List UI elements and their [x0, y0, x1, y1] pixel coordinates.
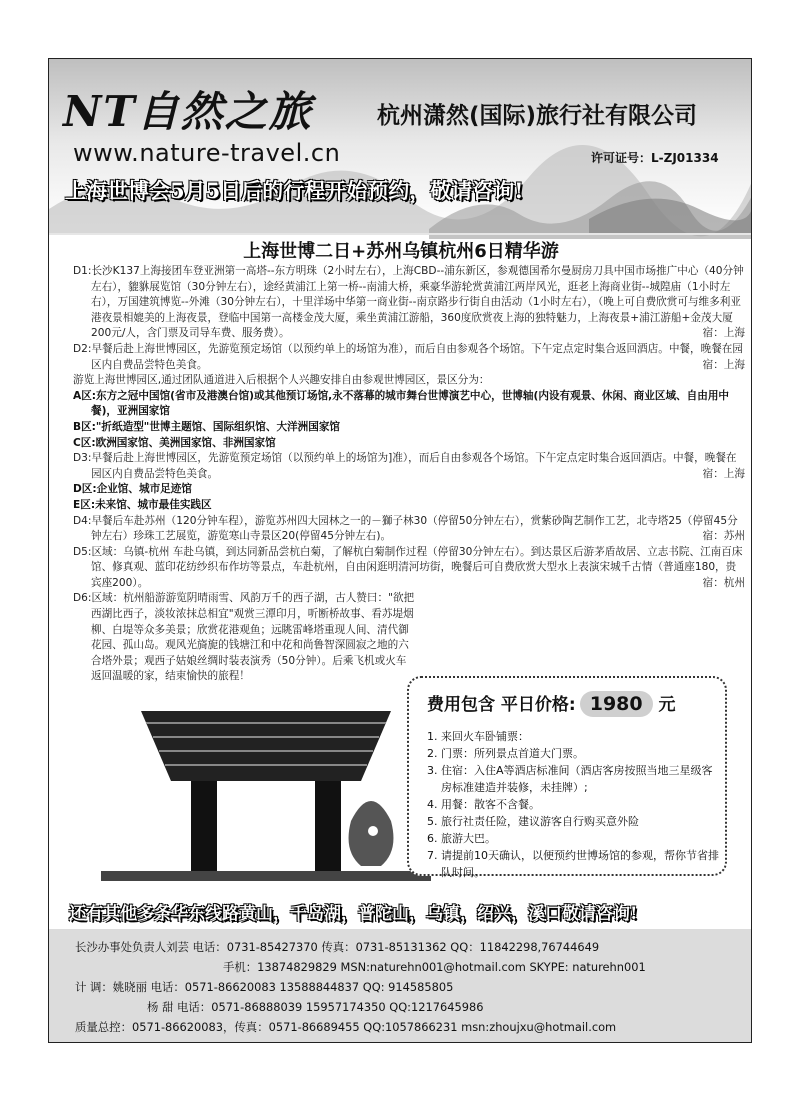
list-item: 5. 旅行社责任险，建议游客自行购买意外险	[427, 815, 639, 828]
price-box	[407, 676, 727, 879]
list-item: 2. 门票：所列景点首道大门票。	[427, 747, 584, 760]
company-name: 杭州潇然(国际)旅行社有限公司	[377, 103, 698, 129]
contact-info	[49, 929, 752, 1043]
price-unit: 元	[658, 695, 676, 715]
contact-line: 计 调：姚晓丽 电话：0571-86620083 13588844837 QQ: 914585805	[75, 980, 454, 994]
stay-label: 宿：上海	[702, 467, 745, 480]
website-link[interactable]: www.nature-travel.cn	[73, 139, 341, 167]
stay-label: 宿：杭州	[702, 576, 745, 589]
itinerary	[73, 264, 745, 685]
contact-line: 长沙办事处负责人刘芸 电话：0731-85427370 传真：0731-85131362 QQ：11842298,76744649	[75, 940, 600, 954]
price-heading	[427, 690, 676, 717]
list-item: 1. 来回火车卧铺票：	[427, 730, 529, 743]
price-amount: 1980	[580, 691, 653, 717]
stay-label: 宿：上海	[702, 358, 745, 371]
tour-title: 上海世博二日+苏州乌镇杭州6日精华游	[243, 241, 559, 262]
day-4: D4:早餐后车赴苏州（120分钟车程），游览苏州四大园林之一的－獅子林30（停留50分钟左右），赏紫砂陶艺制作工艺，北寺塔25（停留45分钟左右）珍珠工艺展览，游览寒山寺景区20(停留45分钟左右)。 宿：苏州	[73, 514, 745, 545]
expo-note: 游览上海世博园区,通过团队通道进入后根据个人兴趣安排自由参观世博园区，景区分为：	[73, 374, 490, 387]
contact-line: 杨 甜 电话：0571-86888039 15957174350 QQ:1217645986	[147, 1000, 484, 1014]
day-3: D3:早餐后赴上海世博园区，先游览预定场馆（以预约单上的场馆为]准），而后自由参观各个场馆。下午定点定时集合返回酒店。中餐，晚餐在园区内自费品尝特色美食。 宿：上海	[73, 451, 745, 482]
day-6: D6:区域：杭州船游游览阴晴雨雪、风韵万千的西子湖，古人赞曰："欲把西湖比西子，淡妆浓抹总相宜"观赏三潭印月，听断桥故事、看苏堤烟柳、白堤等众多美景；欣赏花港观鱼；远眺雷峰塔重现人间、清代御花园、孤山岛。观风光旖旎的钱塘江和中花和尚鲁智深圆寂之地的六合塔外景；观西子姑娘丝绸时装表演秀（50分钟）。后乘飞机或火车返回温暖的家，结束愉快的旅程！	[73, 592, 415, 683]
zone-b: B区:"折纸造型"世博主题馆、国际组织馆、大洋洲国家馆	[73, 420, 341, 433]
brochure-frame	[48, 58, 752, 1043]
list-item: 3. 住宿：入住A等酒店标准间（酒店客房按照当地三星级客房标准建造并装修，未挂牌）;	[427, 764, 713, 794]
list-item: 6. 旅游大巴。	[427, 832, 496, 845]
day-1: D1:长沙K137上海接团车登亚洲第一高塔--东方明珠（2小时左右），上海CBD--浦东新区，参观德国希尔曼厨房刀具中国市场推广中心（40分钟左右），貔貅展览馆（30分钟左右），途经黄浦江上第一桥--南浦大桥，乘豪华游轮赏黄浦江两岸风光，逛老上海商业街--城隍庙（1小时左右），万国建筑博览--外滩（30分钟左右），十里洋场中华第一商业街--南京路步行街自由活动（1小时左右），（晚上可自费欣赏可与维多利亚港夜景相媲美的上海夜景，登临中国第一高楼金茂大厦，乘坐黄浦江游船，360度欣赏夜上海的独特魅力，上海夜景+浦江游船+金茂大厦200元/人，含门票及司导车费、服务费）。 宿：上海	[73, 264, 745, 342]
list-item: 4. 用餐：散客不含餐。	[427, 798, 540, 811]
zone-a: A区:东方之冠中国馆(省市及港澳台馆)或其他预订场馆,永不落幕的城市舞台世博演艺中心，世博轴(内设有观景、休闲、商业区域、自由用中餐)，亚洲国家馆	[73, 389, 730, 418]
stay-label: 宿：上海	[702, 327, 745, 340]
china-pavilion-illustration	[101, 671, 431, 903]
license-value: L-ZJ01334	[651, 151, 719, 165]
zone-d: D区:企业馆、城市足迹馆	[73, 483, 192, 496]
headline-banner: 上海世博会5月5日后的行程开始预约，敬请咨询!	[65, 178, 524, 203]
stay-label: 宿：苏州	[702, 530, 745, 543]
price-includes-list	[427, 728, 723, 881]
list-item: 7. 请提前10天确认，以便预约世博场馆的参观，帮你节省排队时间。	[427, 849, 719, 879]
zone-c: C区:欧洲国家馆、美洲国家馆、非洲国家馆	[73, 436, 276, 449]
contact-line: 手机：13874829829 MSN:naturehn001@hotmail.com SKYPE: naturehn001	[223, 960, 646, 974]
license-label: 许可证号：	[591, 151, 652, 165]
zone-e: E区:未来馆、城市最佳实践区	[73, 498, 212, 511]
price-label: 费用包含 平日价格:	[427, 695, 576, 715]
day-5: D5:区域：乌镇-杭州 车赴乌镇，到达同新品尝杭白菊，了解杭白菊制作过程（停留30分钟左右）。到达景区后游茅盾故居、立志书院、江南百床馆、修真观、蓝印花纺纱织布作坊等景点，车赴杭州，自由闲逛明清河坊街，晚餐后可自费欣赏大型水上表演宋城千古情（普通座180，贵宾座200）。 宿：杭州	[73, 545, 745, 592]
bottom-banner: 还有其他多条华东线路黄山，千岛湖，普陀山，乌镇，绍兴，溪口敬请咨询!	[69, 904, 638, 924]
brand-logo: NT自然之旅	[63, 87, 313, 136]
contact-line: 质量总控：0571-86620083，传真：0571-86689455 QQ:1057866231 msn:zhoujxu@hotmail.com	[75, 1020, 617, 1034]
day-2: D2:早餐后赴上海世博园区，先游览预定场馆（以预约单上的场馆为准），而后自由参观各个场馆。下午定点定时集合返回酒店。中餐，晚餐在园区内自费品尝特色美食。 宿：上海	[73, 342, 745, 373]
license-number	[591, 149, 719, 166]
